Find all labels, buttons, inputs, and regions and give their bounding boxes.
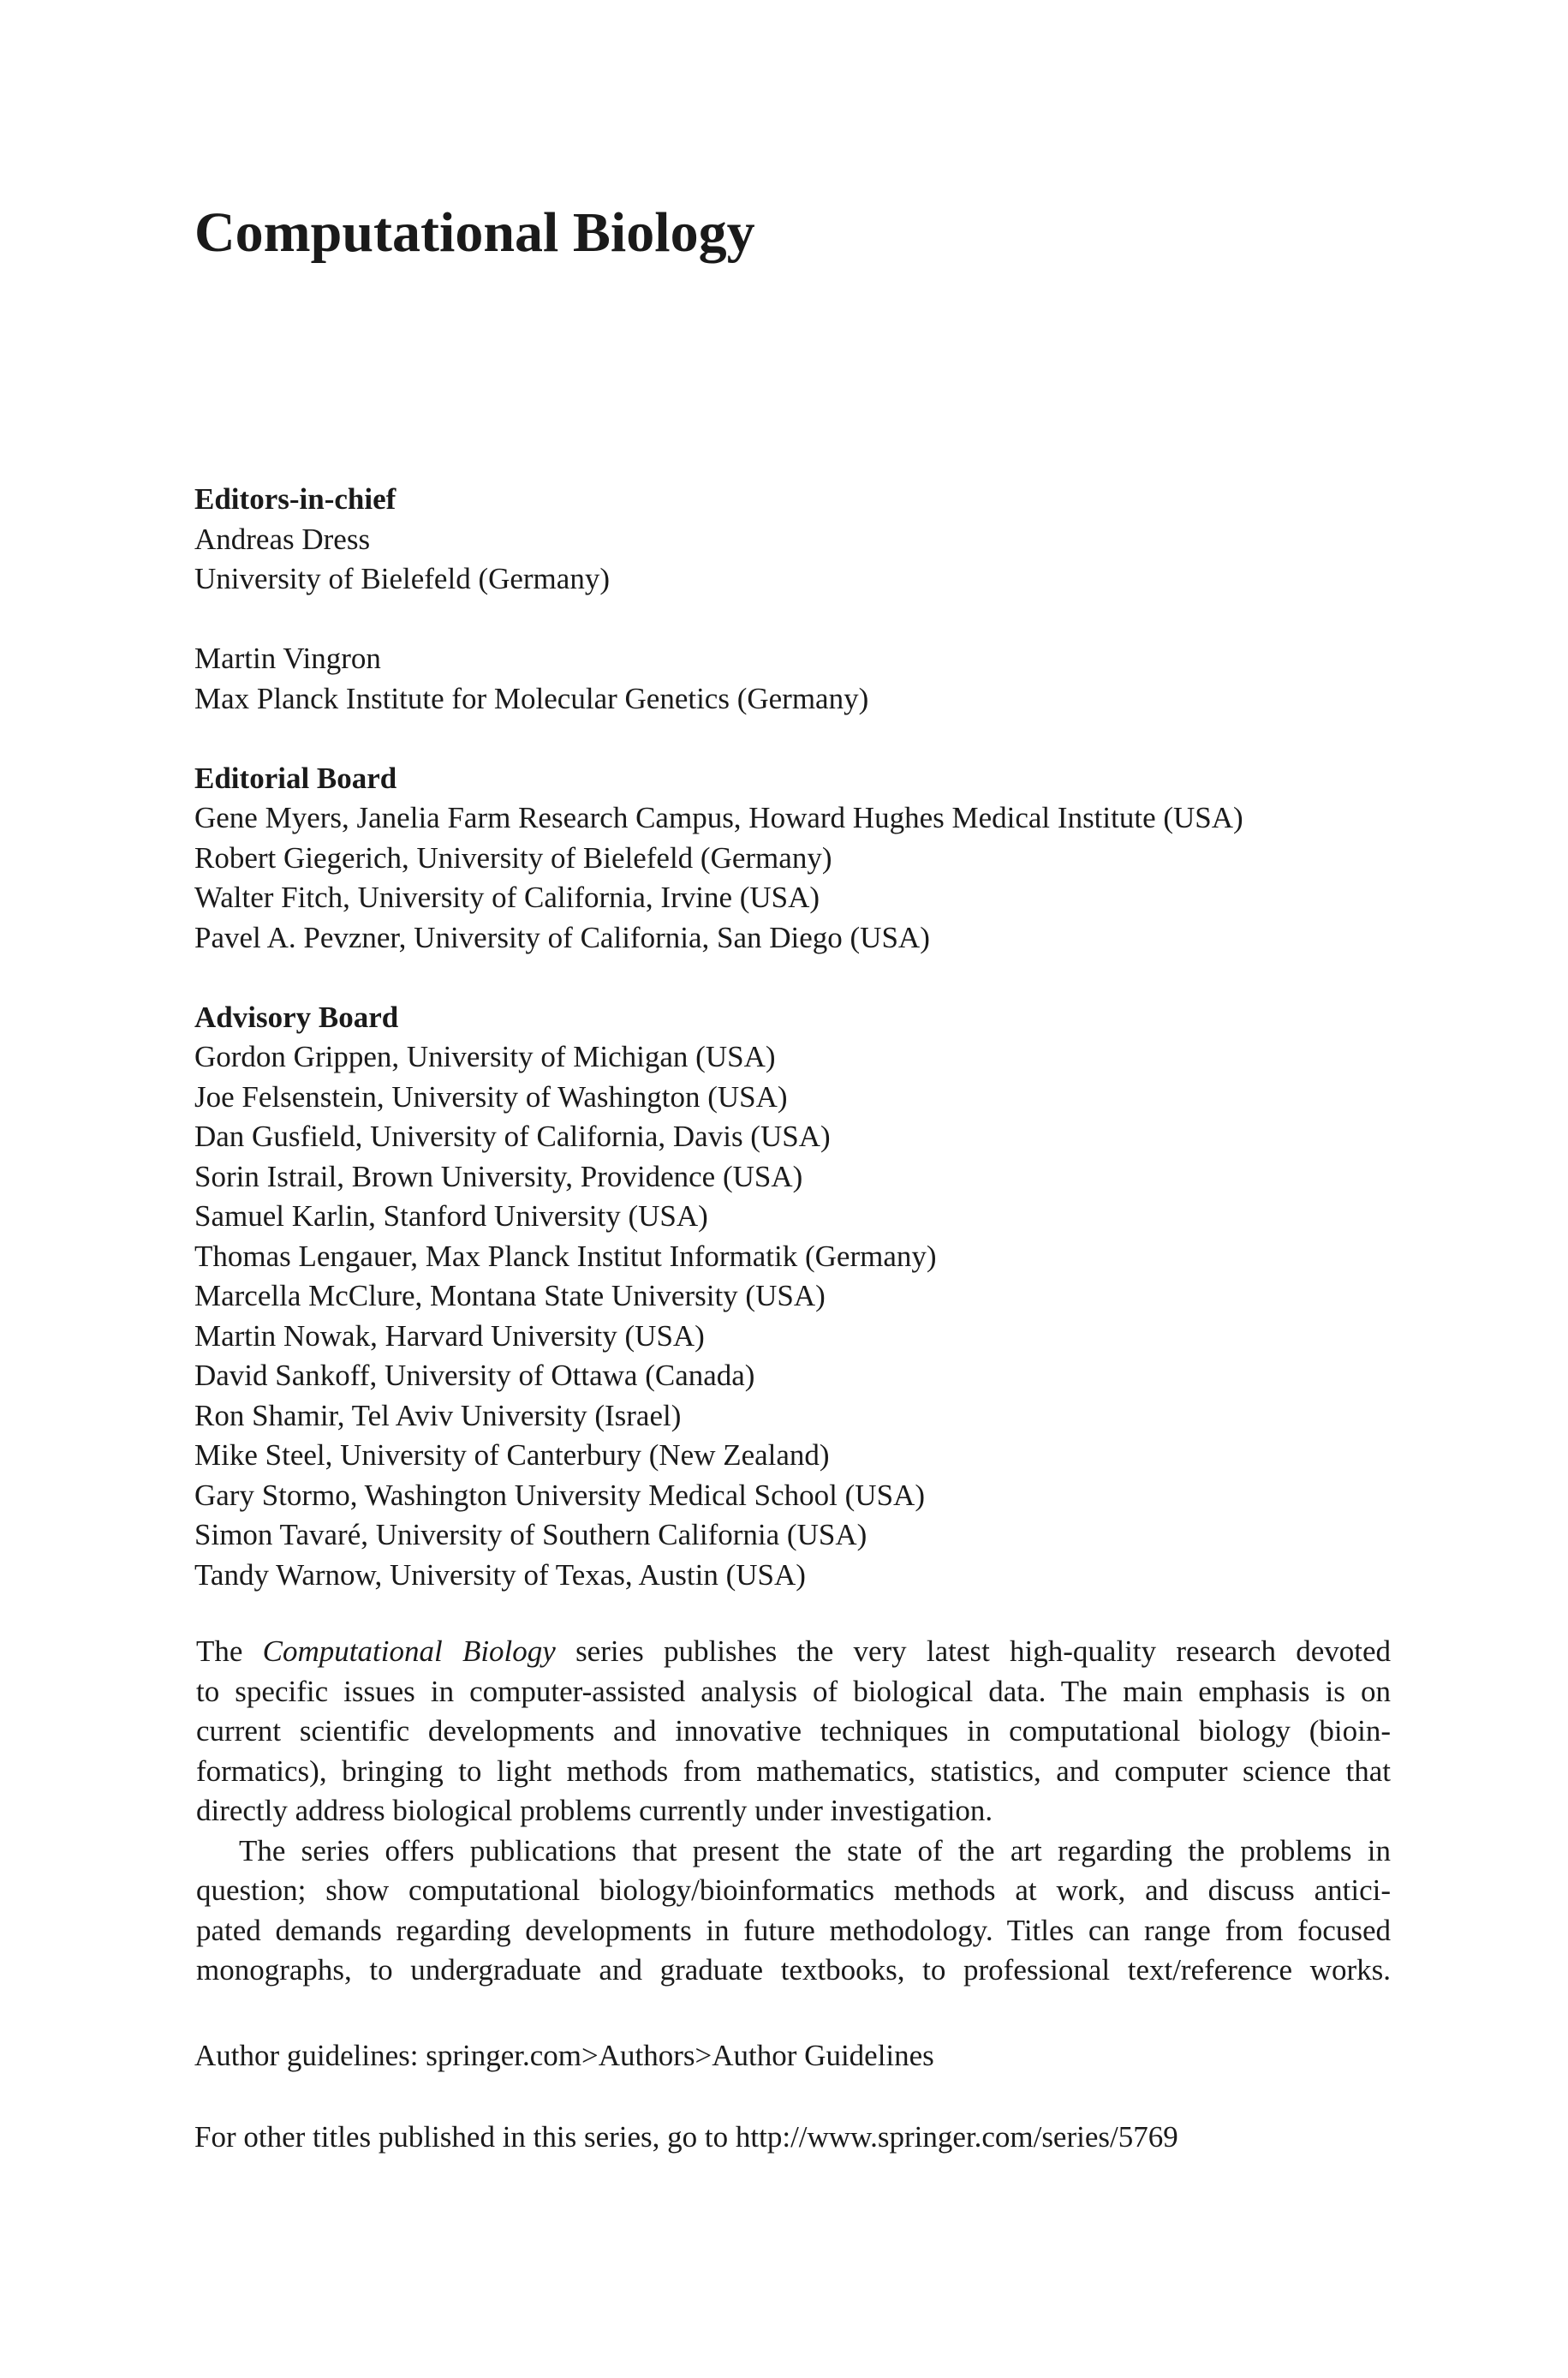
series-title: Computational Biology bbox=[194, 201, 755, 264]
editorial-board-member: Gene Myers, Janelia Farm Research Campus, Howard Hughes Medical Institute (USA) bbox=[194, 801, 1243, 834]
author-guidelines: Author guidelines: springer.com>Authors>Author Guidelines bbox=[194, 2039, 934, 2072]
advisory-board-member: Sorin Istrail, Brown University, Providence (USA) bbox=[194, 1159, 803, 1193]
series-description bbox=[196, 1632, 1391, 1991]
editorial-board-member: Walter Fitch, University of California, Irvine (USA) bbox=[194, 881, 820, 914]
text-line: to specific issues in computer-assisted analysis of biological data. The main emphasis is on bbox=[196, 1674, 1391, 1708]
spacer bbox=[194, 600, 1393, 640]
text-line: The series offers publications that present the state of the art regarding the problems in bbox=[239, 1833, 1391, 1867]
text-run: series publishes the very latest high-quality research devoted bbox=[555, 1634, 1391, 1668]
editorial-board-member: Pavel A. Pevzner, University of California, San Diego (USA) bbox=[194, 920, 930, 954]
editorial-board-member: Robert Giegerich, University of Bielefeld (Germany) bbox=[194, 840, 832, 875]
advisory-board-member: Gordon Grippen, University of Michigan (USA) bbox=[194, 1040, 776, 1073]
advisory-board-member: Marcella McClure, Montana State University (USA) bbox=[194, 1279, 826, 1312]
editors-in-chief-section bbox=[194, 480, 1393, 719]
spacer bbox=[194, 958, 1393, 998]
text-line: question; show computational biology/bioinformatics methods at work, and discuss antici- bbox=[196, 1873, 1391, 1907]
advisory-board-member: Samuel Karlin, Stanford University (USA) bbox=[194, 1199, 708, 1233]
description-paragraph bbox=[196, 1632, 1391, 1831]
advisory-board-member: Martin Nowak, Harvard University (USA) bbox=[194, 1318, 705, 1353]
spacer bbox=[194, 719, 1393, 759]
editorial-board-heading: Editorial Board bbox=[194, 761, 397, 795]
editors-in-chief-heading: Editors-in-chief bbox=[194, 482, 396, 516]
text-line: pated demands regarding developments in future methodology. Titles can range from focused bbox=[196, 1913, 1391, 1947]
other-titles-link-text: For other titles published in this series, go to http://www.springer.com/series/5769 bbox=[194, 2120, 1178, 2154]
editor-affiliation: Max Planck Institute for Molecular Genetics (Germany) bbox=[194, 681, 869, 715]
description-paragraph bbox=[196, 1831, 1391, 1991]
advisory-board-member: Ron Shamir, Tel Aviv University (Israel) bbox=[194, 1398, 682, 1432]
advisory-board-heading: Advisory Board bbox=[194, 1000, 399, 1034]
editor-name: Andreas Dress bbox=[194, 522, 371, 556]
editor-affiliation: University of Bielefeld (Germany) bbox=[194, 562, 610, 595]
advisory-board-member: Dan Gusfield, University of California, Davis (USA) bbox=[194, 1120, 831, 1153]
series-name-emphasis: Computational Biology bbox=[262, 1634, 556, 1668]
advisory-board-member: Thomas Lengauer, Max Planck Institut Informatik (Germany) bbox=[194, 1239, 937, 1273]
text-line: directly address biological problems currently under investigation. bbox=[196, 1794, 993, 1827]
advisory-board-member: Tandy Warnow, University of Texas, Austin (USA) bbox=[194, 1557, 806, 1592]
text-line: monographs, to undergraduate and graduate textbooks, to professional text/reference works. bbox=[196, 1953, 1391, 1987]
advisory-board-member: Joe Felsenstein, University of Washington (USA) bbox=[194, 1079, 788, 1114]
advisory-board-member: David Sankoff, University of Ottawa (Canada) bbox=[194, 1359, 755, 1392]
editor-name: Martin Vingron bbox=[194, 642, 381, 675]
advisory-board-member: Gary Stormo, Washington University Medical School (USA) bbox=[194, 1478, 925, 1512]
text-run: The bbox=[196, 1634, 263, 1668]
advisory-board-member: Simon Tavaré, University of Southern California (USA) bbox=[194, 1518, 867, 1551]
editorial-board-section bbox=[194, 759, 1393, 959]
advisory-board-section bbox=[194, 998, 1393, 1596]
text-line: current scientific developments and innovative techniques in computational biology (bioin- bbox=[196, 1714, 1391, 1748]
text-line: formatics), bringing to light methods from mathematics, statistics, and computer science that bbox=[196, 1754, 1391, 1788]
editorial-listing bbox=[194, 480, 1393, 1595]
text-line bbox=[196, 1632, 1391, 1672]
advisory-board-member: Mike Steel, University of Canterbury (New Zealand) bbox=[194, 1438, 830, 1472]
